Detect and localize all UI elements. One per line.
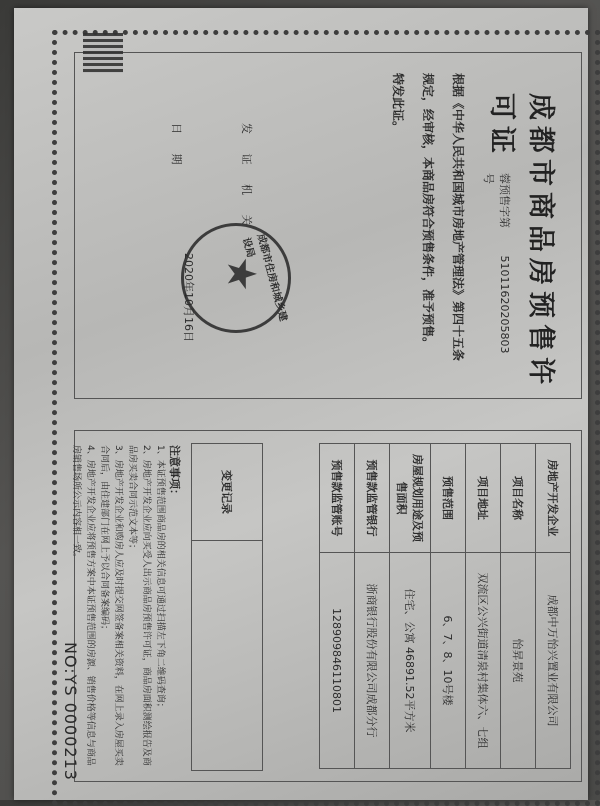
project-details-panel [71, 430, 582, 782]
row-label: 预售范围 [431, 444, 466, 553]
row-label: 项目名称 [501, 444, 536, 553]
row-value: 怡昇景苑 [501, 553, 536, 769]
certificate-body [383, 73, 473, 378]
row-value: 128909846110801 [320, 553, 355, 769]
notes-heading: 注意事项： [168, 445, 181, 500]
note-item: 2、房地产开发企业应向买受人出示商品房预售许可证，商品房面积测绘报告及商品房买卖合同示范文本等； [127, 445, 151, 766]
note-item: 3、房地产开发企业和购房人应及时提交网签备案相关资料，在网上录入房屋买卖合同后，由住建部门在网上予以合同备案编码； [99, 445, 123, 766]
issuer-label: 发 证 机 关 [240, 123, 253, 234]
body-line: 根据《中华人民共和国城市房地产管理法》第四十五条 [451, 73, 465, 362]
row-value: 浙商银行股份有限公司成都分行 [355, 553, 390, 769]
body-line: 规定，经审核，本商品房符合预售条件，准予预售。 [421, 73, 435, 350]
row-label: 房屋规划用途及预售面积 [390, 444, 431, 553]
issue-date: 2020年10月16日 [182, 253, 195, 342]
change-record-box [191, 443, 263, 771]
table-row [355, 444, 390, 769]
row-label: 预售款监管账号 [320, 444, 355, 553]
date-label: 日 期 [170, 123, 183, 173]
certificate-title: 成都市商品房预售许可证 [486, 93, 556, 390]
issuer-block [141, 123, 281, 234]
table-row [501, 444, 536, 769]
serial-number: NO:YS 0000213 [61, 642, 80, 781]
seal-text: 成都市住房和城乡建设局 [240, 232, 289, 323]
star-icon: ★ [218, 256, 264, 292]
row-value: 住宅、公寓 46891.52平方米 [390, 553, 431, 769]
permit-number-line [481, 173, 513, 398]
row-label: 项目地址 [466, 444, 501, 553]
table-row [431, 444, 466, 769]
presale-permit-certificate [52, 30, 600, 806]
notes-section [69, 445, 181, 769]
document-photo [14, 8, 588, 800]
permit-prefix: 蓉预售字第 [498, 173, 511, 228]
row-value: 6、7、8、10号楼 [431, 553, 466, 769]
table-row [466, 444, 501, 769]
permit-number: 51011620205803 [498, 255, 511, 354]
row-value: 成都中万怡兴置业有限公司 [536, 553, 571, 769]
row-label: 房地产开发企业 [536, 444, 571, 553]
table-row [320, 444, 355, 769]
body-line: 特发此证。 [391, 73, 405, 134]
table-row [390, 444, 431, 769]
table-row [536, 444, 571, 769]
note-item: 1、本证预售范围商品房的相关信息可通过扫描左下角二维码查询； [155, 445, 165, 712]
official-seal [181, 223, 291, 333]
row-value: 双流区公兴街道清泉村集体六、七组 [466, 553, 501, 769]
certificate-statement-panel [74, 52, 582, 399]
project-info-table [319, 443, 571, 769]
permit-suffix: 号 [482, 173, 495, 184]
qr-code-icon[interactable] [83, 33, 123, 73]
change-record-label: 变更记录 [192, 444, 262, 541]
row-label: 预售款监管银行 [355, 444, 390, 553]
note-item: 4、房地产开发企业应将预售方案中本证预售范围的房源、销售价格等信息与商品房销售场所公示内容相一致。 [71, 445, 95, 766]
